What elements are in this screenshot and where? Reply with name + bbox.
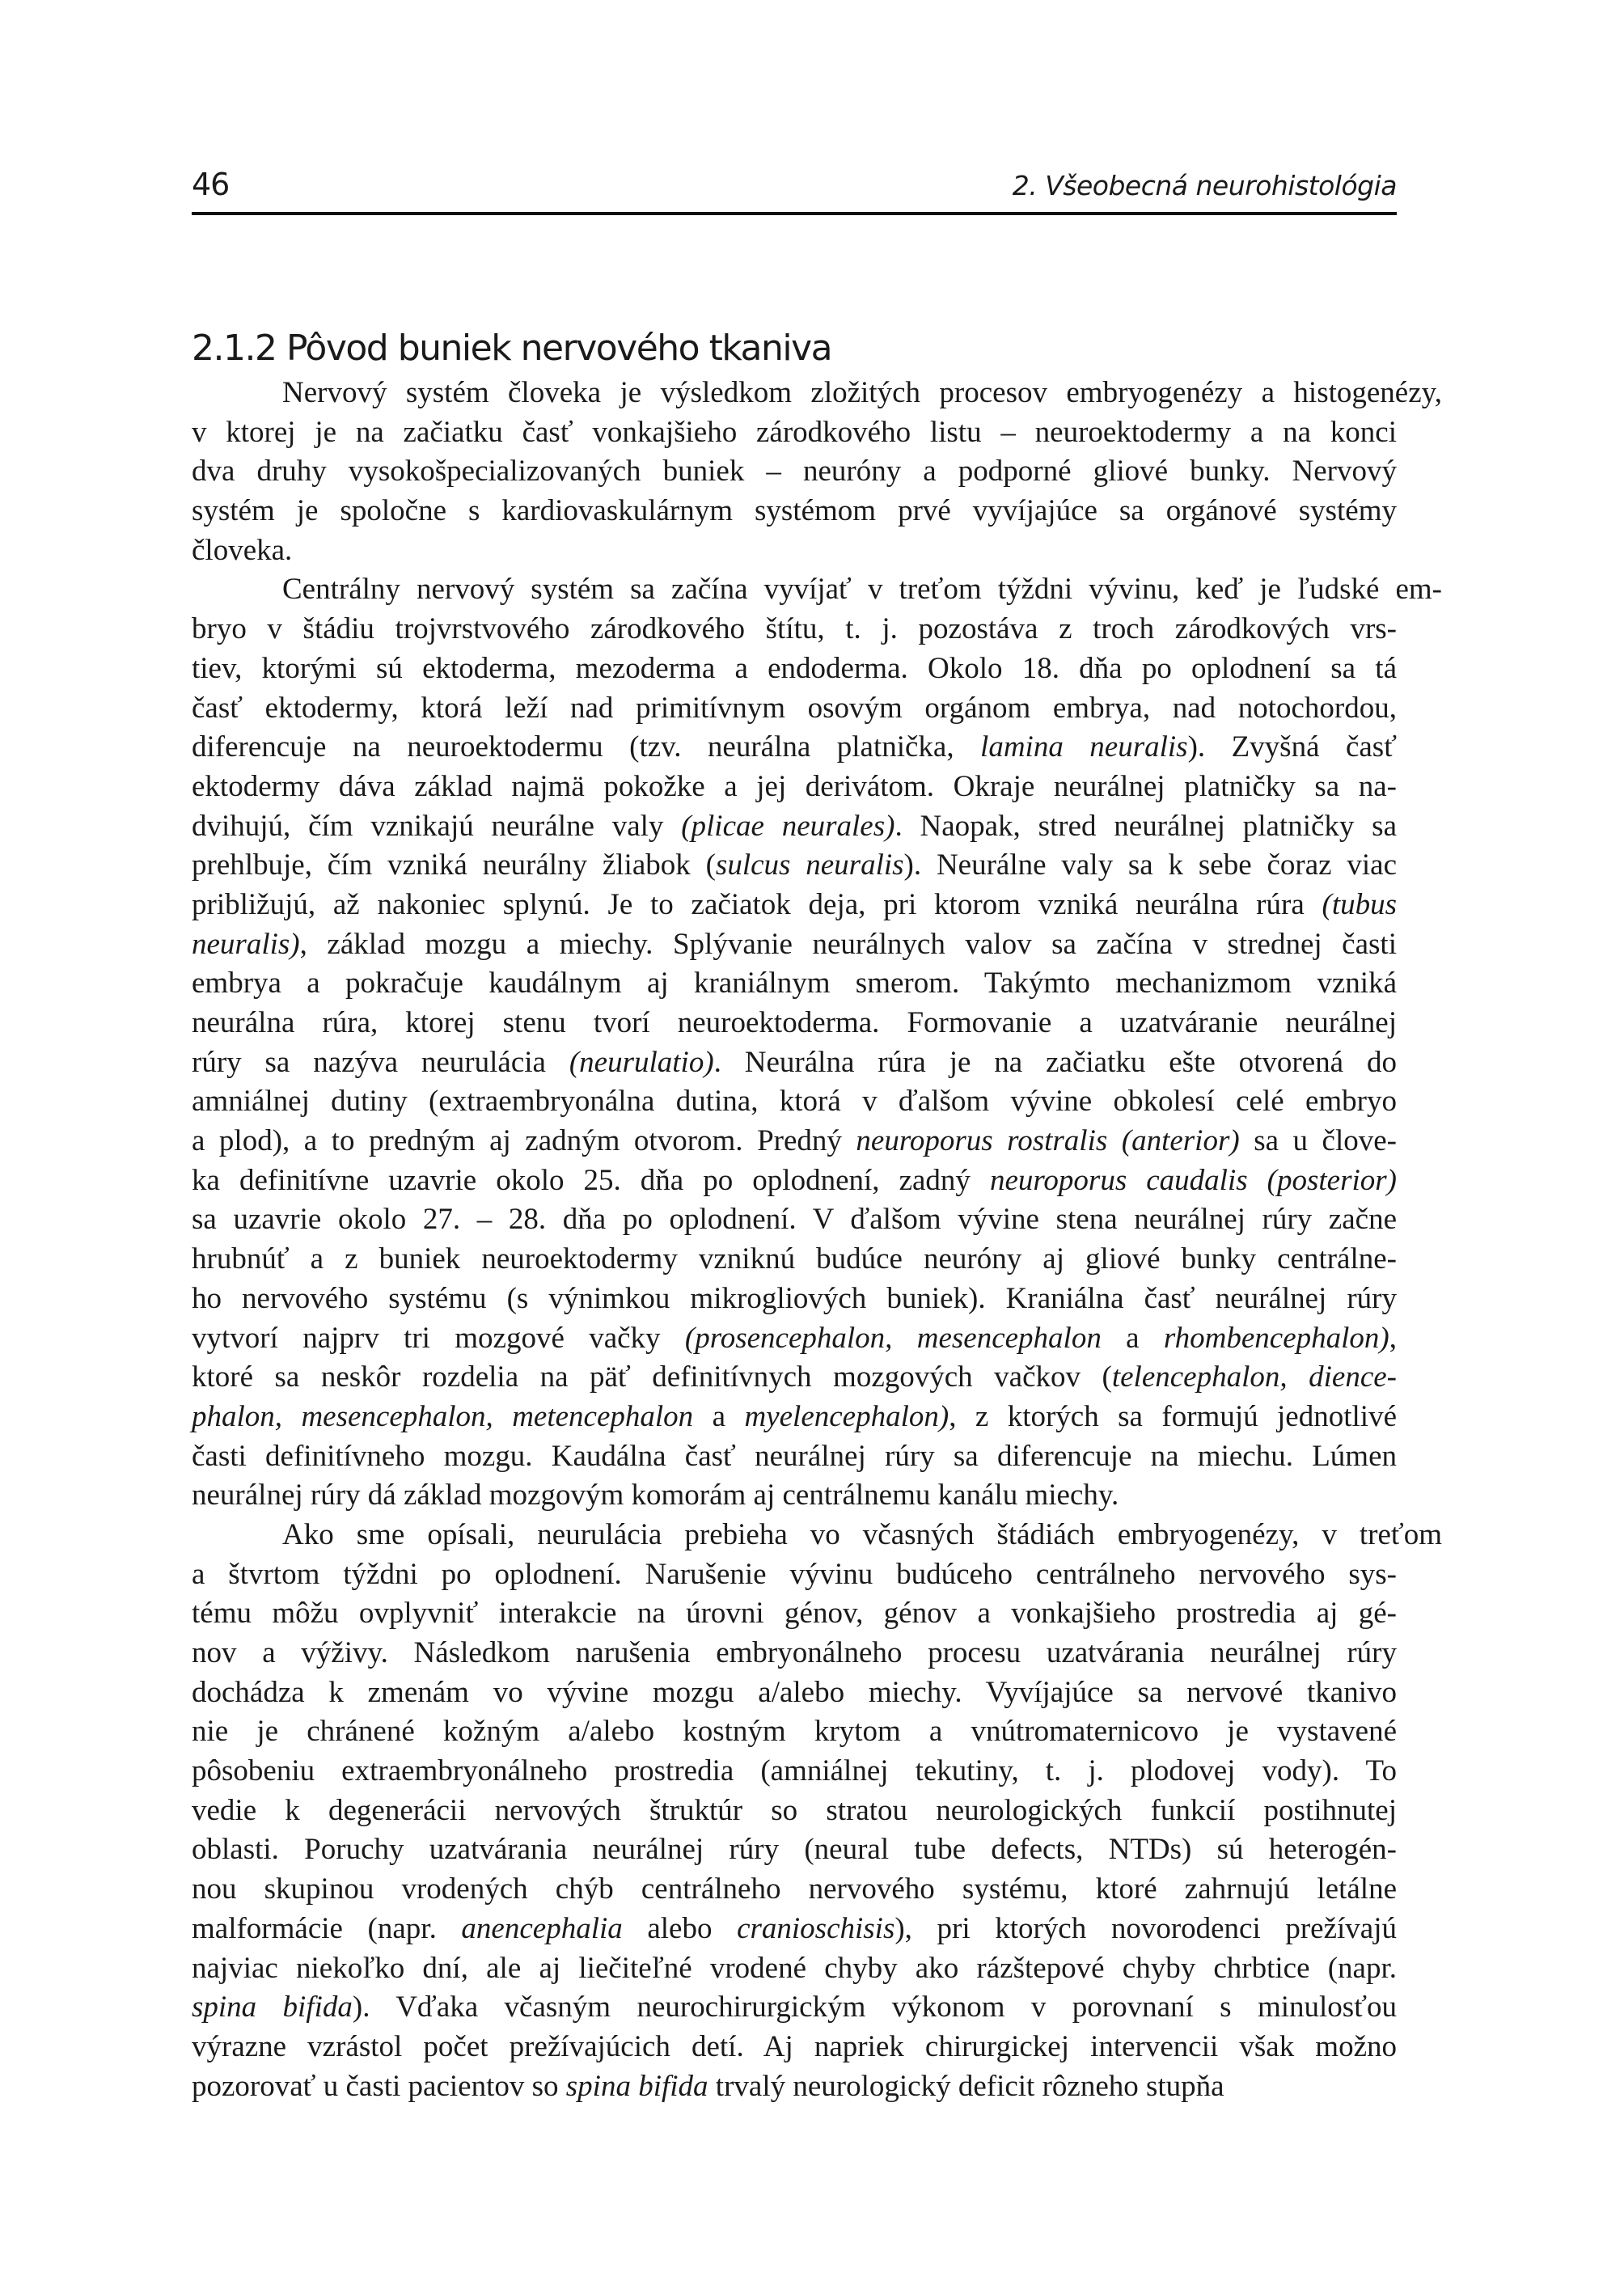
text-line — [192, 1634, 1397, 1673]
text-line — [192, 2067, 1397, 2107]
text-line — [192, 492, 1397, 531]
text-line — [192, 531, 1397, 571]
text-line — [192, 846, 1397, 886]
text-line — [192, 1910, 1397, 1949]
text-line — [192, 2028, 1397, 2067]
text-run: ). Zvyšná časť — [1187, 730, 1397, 764]
text-run: ektodermy dáva základ najmä pokožke a jej derivátom. Okraje neurálnej platničky sa na- — [192, 769, 1397, 803]
text-run: najviac niekoľko dní, ale aj liečiteľné vrodené chyby ako rázštepové chyby chrbtice (napr. — [192, 1951, 1397, 1985]
text-run: a — [693, 1399, 745, 1433]
text-line — [192, 768, 1397, 807]
text-line — [192, 1200, 1397, 1240]
latin-term: neuralis) — [192, 927, 300, 961]
running-title: 2. Všeobecná neurohistológia — [1012, 170, 1397, 201]
text-run: dva druhy vysokošpecializovaných buniek – neuróny a podporné gliové bunky. Nervový — [192, 455, 1397, 489]
text-run: a štvrtom týždni po oplodnení. Narušenie vývinu budúceho centrálneho nervového sys- — [192, 1557, 1397, 1591]
text-line — [192, 886, 1397, 925]
text-line — [192, 1792, 1397, 1831]
text-line — [192, 1712, 1397, 1752]
text-run: amniálnej dutiny (extraembryonálna dutina, ktorá v ďalšom vývine obkolesí celé embryo — [192, 1085, 1397, 1119]
text-run: neurálnej rúry dá základ mozgovým komorám aj centrálnemu kanálu miechy. — [192, 1479, 1119, 1512]
text-run: výrazne vzrástol počet prežívajúcich detí. Aj napriek chirurgickej intervencii však možno — [192, 2029, 1397, 2063]
latin-term: (tubus — [1322, 887, 1397, 921]
text-line — [192, 689, 1397, 729]
text-line — [192, 413, 1397, 453]
text-line — [192, 1594, 1397, 1634]
text-run: pôsobeniu extraembryonálneho prostredia (amniálnej tekutiny, t. j. plodovej vody). To — [192, 1754, 1397, 1788]
text-run: rúry sa nazýva neurulácia — [192, 1045, 569, 1079]
text-run: sa u člove- — [1239, 1124, 1397, 1158]
text-line — [192, 1043, 1397, 1083]
latin-term: rhombencephalon) — [1163, 1321, 1389, 1355]
text-run: , z ktorých sa formujú jednotlivé — [949, 1399, 1397, 1433]
latin-term: lamina neuralis — [980, 730, 1188, 764]
text-line — [192, 807, 1397, 847]
text-line — [192, 1122, 1397, 1161]
paragraph — [192, 1516, 1442, 2106]
text-run: ), pri ktorých novorodenci prežívajú — [894, 1911, 1398, 1945]
text-line — [192, 1437, 1397, 1477]
text-run: nou skupinou vrodených chýb centrálneho nervového systému, ktoré zahrnujú letálne — [192, 1872, 1397, 1906]
text-line — [192, 452, 1397, 492]
text-run: človeka. — [192, 533, 293, 567]
text-run: dochádza k zmenám vo vývine mozgu a/alebo miechy. Vyvíjajúce sa nervové tkanivo — [192, 1675, 1397, 1709]
section-title: 2.1.2 Pôvod buniek nervového tkaniva — [192, 328, 832, 369]
text-run: nie je chránené kožným a/alebo kostným krytom a vnútromaternicovo je vystavené — [192, 1715, 1397, 1749]
latin-term: phalon, mesencephalon, metencephalon — [192, 1399, 694, 1433]
text-run: a plod), a to predným aj zadným otvorom. Predný — [192, 1124, 856, 1158]
text-line — [192, 1240, 1397, 1280]
text-line — [192, 925, 1397, 965]
text-line — [192, 649, 1397, 689]
latin-term: (neurulatio) — [569, 1045, 714, 1079]
text-run: vytvorí najprv tri mozgové vačky — [192, 1321, 685, 1355]
text-run: . Neurálna rúra je na začiatku ešte otvorená do — [713, 1045, 1397, 1079]
text-line — [192, 374, 1442, 413]
text-run: približujú, až nakoniec splynú. Je to začiatok deja, pri ktorom vzniká neurálna rúra — [192, 887, 1322, 921]
text-line — [192, 1082, 1397, 1122]
text-line — [192, 1319, 1397, 1359]
page-header — [192, 162, 1397, 215]
latin-term: cranioschisis — [737, 1911, 895, 1945]
text-line — [192, 570, 1442, 610]
text-run: . Naopak, stred neurálnej platničky sa — [894, 809, 1397, 843]
text-run: pozorovať u časti pacientov so — [192, 2069, 566, 2103]
text-line — [192, 1752, 1397, 1792]
text-line — [192, 728, 1397, 768]
latin-term: spina bifida — [192, 1991, 353, 2024]
text-run: vedie k degenerácii nervových štruktúr so stratou neurologických funkcií postihnutej — [192, 1793, 1397, 1827]
text-run: dvihujú, čím vznikajú neurálne valy — [192, 809, 682, 843]
latin-term: anencephalia — [461, 1911, 623, 1945]
paragraph — [192, 570, 1442, 1516]
text-run: a — [1101, 1321, 1164, 1355]
latin-term: (plicae neurales) — [681, 809, 895, 843]
text-line — [192, 1830, 1397, 1870]
text-line — [192, 1398, 1397, 1437]
text-run: prehlbuje, čím vzniká neurálny žliabok ( — [192, 848, 716, 882]
text-run: Ako sme opísali, neurulácia prebieha vo včasných štádiách embryogenézy, v treťom — [282, 1517, 1442, 1551]
latin-term: neuroporus rostralis (anterior) — [856, 1124, 1240, 1158]
text-line — [192, 1004, 1397, 1043]
latin-term: neuroporus caudalis (posterior) — [989, 1163, 1397, 1197]
text-line — [192, 1673, 1397, 1713]
text-run: sa uzavrie okolo 27. – 28. dňa po oplodnení. V ďalšom vývine stena neurálnej rúry začne — [192, 1203, 1397, 1237]
text-run: hrubnúť a z buniek neuroektodermy vzniknú budúce neuróny aj gliové bunky centrálne- — [192, 1242, 1397, 1276]
latin-term: myelencephalon) — [744, 1399, 949, 1433]
text-run: alebo — [622, 1911, 738, 1945]
text-run: , — [1389, 1321, 1397, 1355]
text-run: systém je spoločne s kardiovaskulárnym systémom prvé vyvíjajúce sa orgánové systémy — [192, 494, 1397, 528]
text-line — [192, 1516, 1442, 1555]
text-run: embrya a pokračuje kaudálnym aj kraniálnym smerom. Takýmto mechanizmom vzniká — [192, 967, 1397, 1001]
text-line — [192, 1988, 1397, 2028]
text-run: ). Vďaka včasným neurochirurgickým výkonom v porovnaní s minulosťou — [352, 1991, 1397, 2024]
text-run: diferencuje na neuroektodermu (tzv. neurálna platnička, — [192, 730, 981, 764]
text-run: nov a výživy. Následkom narušenia embryonálneho procesu uzatvárania neurálnej rúry — [192, 1636, 1397, 1669]
text-run: ktoré sa neskôr rozdelia na päť definitívnych mozgových vačkov ( — [192, 1360, 1112, 1394]
text-line — [192, 1949, 1397, 1989]
text-run: oblasti. Poruchy uzatvárania neurálnej rúry (neural tube defects, NTDs) sú heterogén- — [192, 1833, 1397, 1867]
text-run: bryo v štádiu trojvrstvového zárodkového štítu, t. j. pozostáva z troch zárodkových vrs- — [192, 612, 1397, 646]
text-run: v ktorej je na začiatku časť vonkajšieho zárodkového listu – neuroektodermy a na konci — [192, 415, 1397, 449]
page-number: 46 — [192, 167, 230, 202]
text-run: tému môžu ovplyvniť interakcie na úrovni génov, génov a vonkajšieho prostredia aj gé- — [192, 1597, 1397, 1631]
text-run: Centrálny nervový systém sa začína vyvíjať v treťom týždni vývinu, keď je ľudské em- — [282, 573, 1442, 607]
text-run: časť ektodermy, ktorá leží nad primitívnym osovým orgánom embrya, nad notochordou, — [192, 691, 1397, 725]
text-line — [192, 964, 1397, 1004]
paragraph — [192, 374, 1442, 570]
latin-term: telencephalon, dience- — [1111, 1360, 1397, 1394]
text-line — [192, 1161, 1397, 1201]
text-line — [192, 1476, 1397, 1516]
text-run: trvalý neurologický deficit rôzneho stupňa — [708, 2069, 1224, 2103]
text-run: ho nervového systému (s výnimkou mikrogliových buniek). Kraniálna časť neurálnej rúry — [192, 1281, 1397, 1315]
text-line — [192, 610, 1397, 649]
text-run: neurálna rúra, ktorej stenu tvorí neuroektoderma. Formovanie a uzatváranie neurálnej — [192, 1006, 1397, 1039]
text-run: Nervový systém človeka je výsledkom zložitých procesov embryogenézy a histogenézy, — [282, 376, 1442, 409]
text-line — [192, 1555, 1397, 1595]
text-run: malformácie (napr. — [192, 1911, 462, 1945]
text-run: tiev, ktorými sú ektoderma, mezoderma a endoderma. Okolo 18. dňa po oplodnení sa tá — [192, 651, 1397, 685]
latin-term: spina bifida — [565, 2069, 708, 2103]
text-run: , základ mozgu a miechy. Splývanie neurálnych valov sa začína v strednej časti — [299, 927, 1397, 961]
text-run: ). Neurálne valy sa k sebe čoraz viac — [903, 848, 1398, 882]
latin-term: sulcus neuralis — [715, 848, 904, 882]
text-line — [192, 1870, 1397, 1910]
text-run: časti definitívneho mozgu. Kaudálna časť neurálnej rúry sa diferencuje na miechu. Lúmen — [192, 1439, 1397, 1473]
text-run: ka definitívne uzavrie okolo 25. dňa po oplodnení, zadný — [192, 1163, 990, 1197]
body-text — [192, 374, 1442, 2106]
latin-term: (prosencephalon, mesencephalon — [684, 1321, 1102, 1355]
text-line — [192, 1280, 1397, 1319]
text-line — [192, 1358, 1397, 1398]
